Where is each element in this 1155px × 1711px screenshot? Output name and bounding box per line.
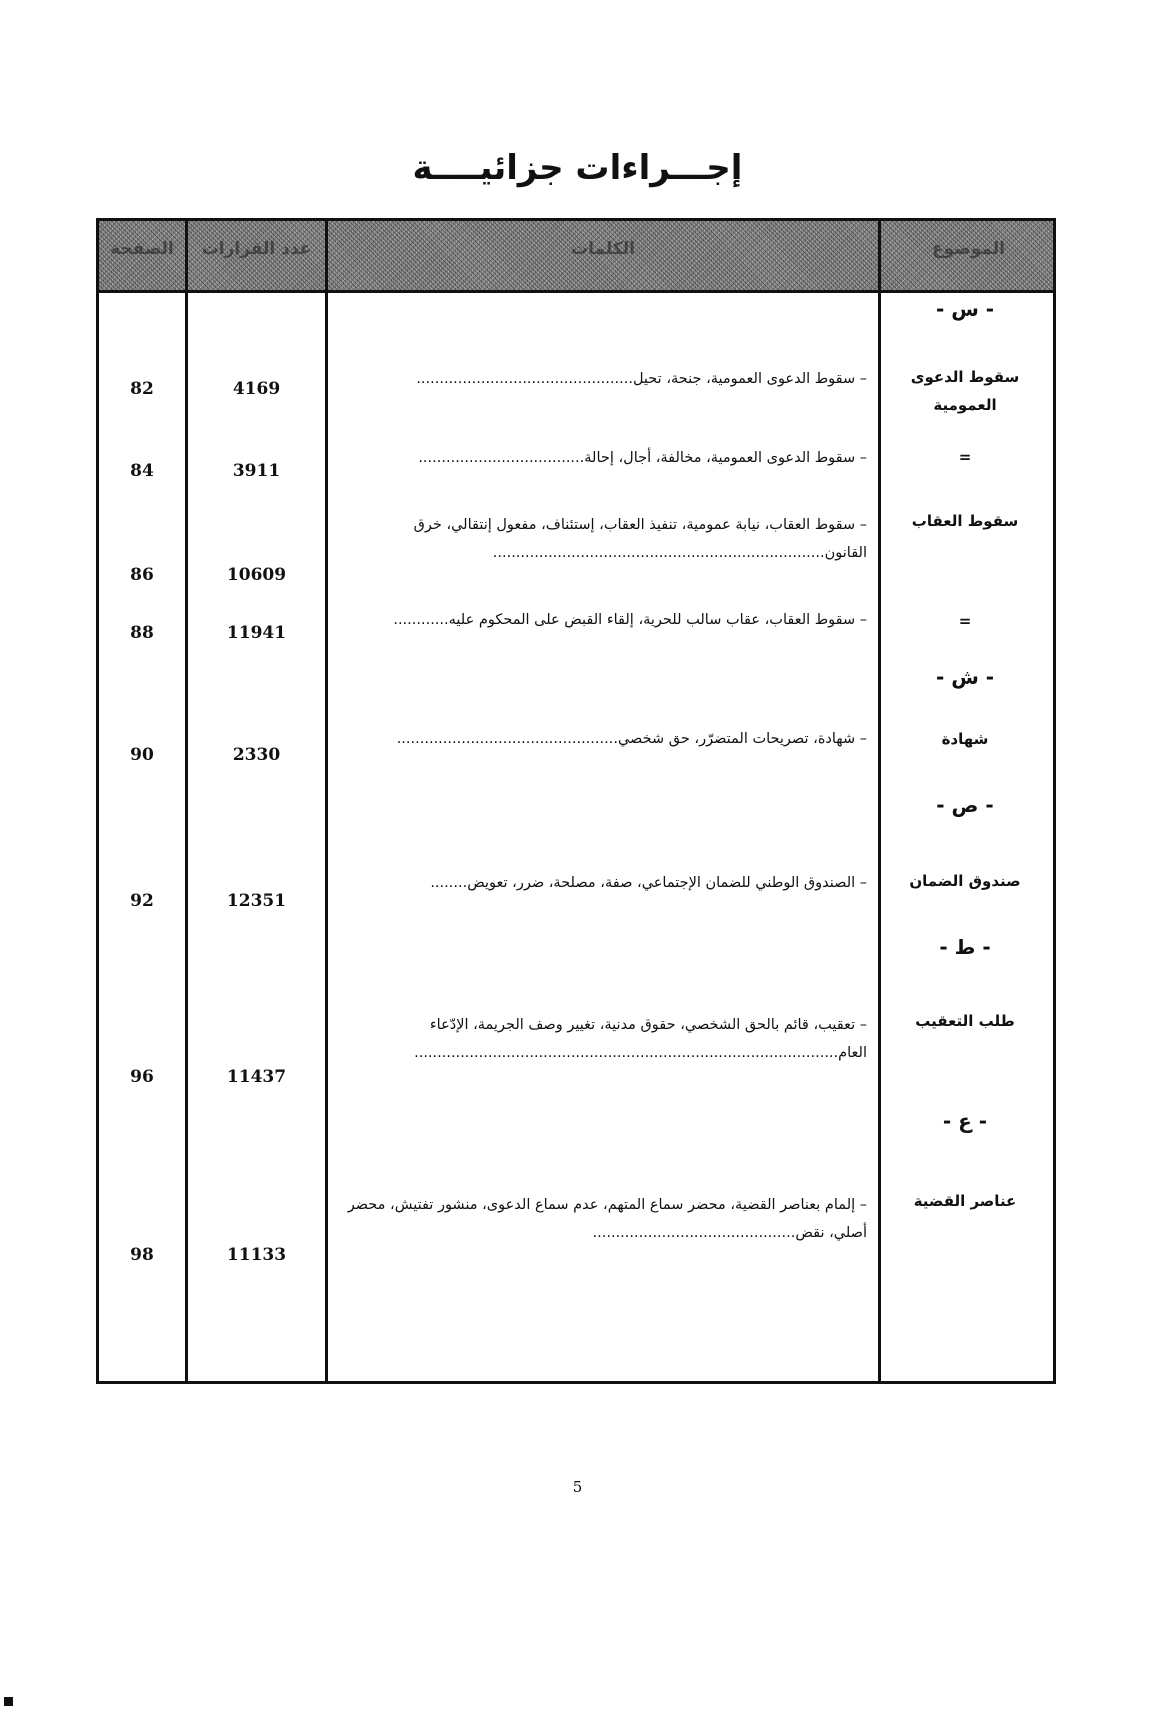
row-page: 96 [130, 1067, 154, 1087]
row-indicator-text: – سقوط العقاب، نيابة عمومية، تنفيذ العقاب، إستئناف، مفعول إنتقالي، خرق القانون [413, 517, 867, 561]
row-indicators [331, 511, 867, 567]
row-dots: .................................... [418, 450, 585, 466]
row-decision-number: 11941 [226, 623, 287, 643]
row-decision-number: 11133 [226, 1245, 287, 1265]
row-indicators [331, 606, 867, 634]
row-page: 86 [130, 565, 154, 585]
row-decision-number: 11437 [226, 1067, 287, 1087]
row-subject: صندوق الضمان [909, 872, 1021, 890]
row-indicators [331, 869, 867, 897]
row-dots: ............................................................................................ [414, 1045, 839, 1061]
row-dots: ............ [393, 612, 449, 628]
header-decision-number: عدد القرارات [201, 239, 312, 259]
row-decision-number: 4169 [232, 379, 281, 399]
row-page: 90 [130, 745, 154, 765]
row-subject: شهادة [941, 730, 989, 748]
row-decision-number: 2330 [232, 745, 281, 765]
index-table [96, 218, 1056, 1384]
row-subject: = [958, 612, 972, 630]
scan-mark [4, 1697, 13, 1706]
row-indicators [331, 1191, 867, 1247]
row-indicator-text: – سقوط العقاب، عقاب سالب للحرية، إلقاء القبض على المحكوم عليه [448, 612, 867, 628]
row-indicators [331, 365, 867, 393]
row-indicator-text: – شهادة، تصريحات المتضرّر، حق شخصي [617, 731, 867, 747]
page-title: إجـــراءات جزائيــــة [412, 148, 743, 188]
row-subject: سقوط الدعوى العمومية [910, 368, 1020, 414]
section-letter-ain: - ع - [942, 1109, 988, 1133]
row-subject: عناصر القضية [913, 1192, 1017, 1210]
row-page: 88 [130, 623, 154, 643]
section-letter-sad: - ص - [936, 793, 994, 817]
row-dots: ............................................ [592, 1225, 796, 1241]
row-subject: سقوط العقاب [911, 512, 1019, 530]
row-page: 98 [130, 1245, 154, 1265]
page-number: 5 [572, 1478, 583, 1496]
row-indicator-text: – سقوط الدعوى العمومية، جنحة، تحيل [632, 371, 867, 387]
row-decision-number: 3911 [232, 461, 281, 481]
row-decision-number: 12351 [226, 891, 287, 911]
row-indicator-text: – إلمام بعناصر القضية، محضر سماع المتهم، عدم سماع الدعوى، منشور تفتيش، محضر أصلي، نقض [347, 1197, 867, 1241]
row-indicator-text: – الصندوق الوطني للضمان الإجتماعي، صفة، مصلحة، ضرر، تعويض [467, 875, 867, 891]
row-indicators [331, 1011, 867, 1067]
row-subject: طلب التعقيب [915, 1012, 1015, 1030]
row-dots: ............................................... [416, 371, 633, 387]
row-dots: ........................................................................ [492, 545, 825, 561]
header-page: الصفحة [110, 239, 174, 259]
row-indicators [331, 444, 867, 472]
row-page: 82 [130, 379, 154, 399]
row-page: 84 [130, 461, 154, 481]
row-dots: ........ [430, 875, 468, 891]
section-letter-sin: - س - [935, 297, 995, 321]
section-letter-shin: - ش - [935, 665, 995, 689]
row-dots: ................................................ [396, 731, 618, 747]
row-indicators [331, 725, 867, 753]
row-indicator-text: – سقوط الدعوى العمومية، مخالفة، أجال، إحالة [584, 450, 867, 466]
header-indicators: الكلمات [571, 239, 635, 259]
row-page: 92 [130, 891, 154, 911]
row-indicator-text: – تعقيب، قائم بالحق الشخصي، حقوق مدنية، تغيير وصف الجريمة، الإدّعاء العام [429, 1017, 867, 1061]
column-divider [878, 221, 881, 1381]
row-decision-number: 10609 [226, 565, 287, 585]
row-subject: = [958, 448, 972, 466]
section-letter-ta: - ط - [939, 935, 991, 959]
column-divider [325, 221, 328, 1381]
header-subject: الموضوع [932, 239, 1005, 259]
